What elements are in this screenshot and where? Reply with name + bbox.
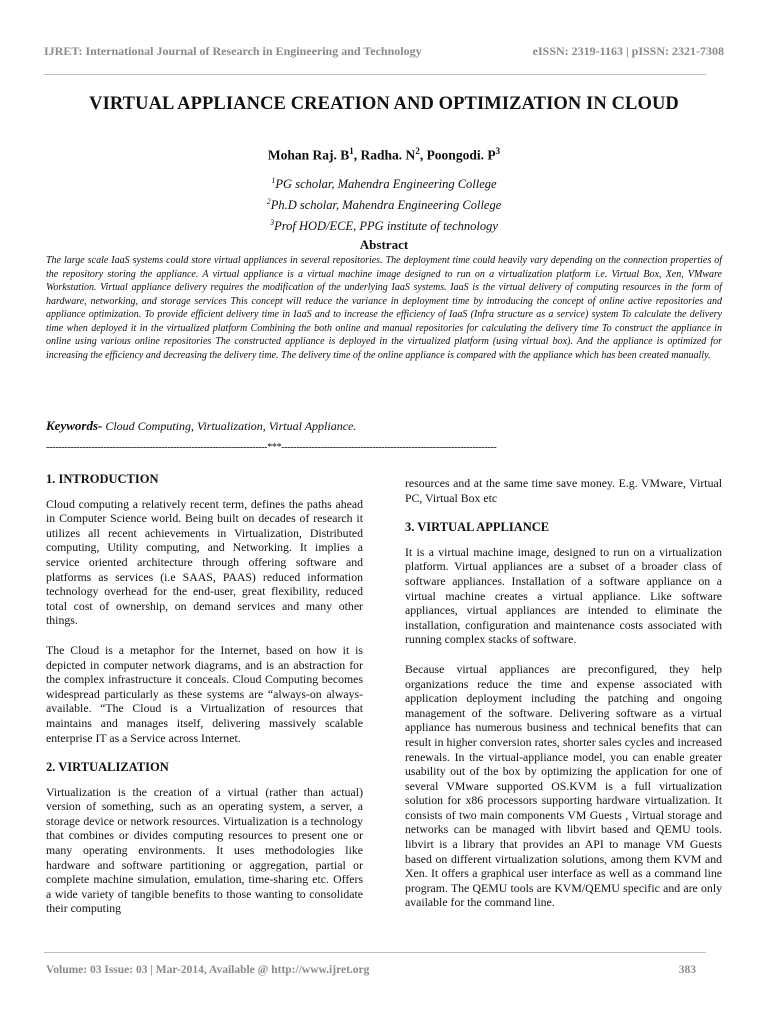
section-heading-introduction: 1. INTRODUCTION (46, 472, 159, 486)
keywords-label: Keywords- (46, 418, 103, 433)
affiliation-line (0, 193, 768, 214)
paragraph: It is a virtual machine image, designed to run on a virtualization platform. Virtual appliances are a subset of a broader class of software appliances. Installation of a software appliance on a virtual machine creates a virtual appliance. Like software appliances, virtual appliances are intended to eliminate the installation, configuration and maintenance costs associated with running complex stacks of software. (405, 544, 722, 647)
section-separator: -------------------------------------------------------------------------***----------------------------------------------------------------------- (46, 442, 497, 453)
author-name: Radha. N (360, 147, 416, 163)
affiliation-text: Prof HOD/ECE, PPG institute of technology (274, 219, 498, 234)
issn-info: eISSN: 2319-1163 | pISSN: 2321-7308 (532, 44, 724, 58)
author-name: Poongodi. P (426, 147, 496, 163)
paper-title: VIRTUAL APPLIANCE CREATION AND OPTIMIZATION IN CLOUD (89, 94, 679, 114)
abstract-text: The large scale IaaS systems could store virtual appliances in several repositories. The deployment time could heavily vary depending on the connection properties of the repository storing the appliance. A virtual appliance is a virtual machine image designed to run on a virtualization platform i.e. Virtual Box, Xen, VMware Workstation. Virtual appliance delivery requires the modification of the underlying IaaS systems. IaaS is the virtual delivery of computing resources in the form of hardware, networking, and storage services This concept will reduce the variance in deployment time by introducing the concept of online active repositories and appliance optimization. To provide efficient delivery time in IaaS and to increase the efficiency of IaaS (Infra structure as a service) system To calculate the delivery time when deployed it in the virtualized platform Combining the both online and manual repositories for calculating the delivery time To construct the appliance in online using various online repositories The constructed appliance is deployed in the virtualized platform (using virtual box). And the appliance is optimized for increasing the efficiency and decreasing the delivery time. The delivery time of the online appliance is compared with the appliance which has been created manually. (46, 255, 722, 361)
author-separator: , (419, 147, 427, 163)
affiliation-line (0, 214, 768, 235)
author-sup: 3 (495, 146, 501, 156)
keywords (46, 418, 722, 434)
paragraph: Because virtual appliances are preconfigured, they help organizations reduce the time and expense associated with application deployment including the patching and ongoing management of the software. Delivering software as a virtual appliance has numerous business and technical benefits that can result in higher conversion rates, shorter sales cycles and increased renewals. In the virtual-appliance model, you can enable greater usability out of the box by optimizing the application for one of several VMware supported OS.KVM is a full virtualization solution for x86 processors supporting hardware virtualization. It consists of two main components VM Guests , Virtual storage and networks can be managed with libvirt based and QEMU tools. libvirt is a library that provides an API to manage VM Guests based on different virtualization solutions, among them KVM and Xen. It offers a graphical user interface as well as a command line program. The QEMU tools are KVM/QEMU specific and are only available for the command line. (405, 661, 722, 910)
affiliation-text: PG scholar, Mahendra Engineering College (275, 177, 497, 192)
page-number: 383 (678, 964, 696, 976)
right-column (405, 476, 722, 925)
affiliation-line (0, 172, 768, 193)
abstract-heading: Abstract (359, 237, 409, 252)
volume-info: Volume: 03 Issue: 03 | Mar-2014, Available @ http://www.ijret.org (46, 964, 370, 976)
left-column (46, 472, 363, 931)
paragraph: The Cloud is a metaphor for the Internet, based on how it is depicted in computer network diagrams, and is an abstraction for the complex infrastructure it conceals. Cloud Computing becomes widespread particularly as these systems are “always-on always-available. “The Cloud is a Virtualization of resources that maintains and manages itself, delivering massively scalable enterprise IT as a Service across Internet. (46, 642, 363, 745)
author-name: Mohan Raj. B (267, 147, 350, 163)
section-heading-virtual-appliance: 3. VIRTUAL APPLIANCE (405, 520, 550, 535)
affiliation-sup: 2 (266, 197, 271, 207)
author-list (0, 146, 768, 164)
author-sup: 2 (415, 146, 420, 156)
author-sup: 1 (349, 146, 354, 156)
journal-name: IJRET: International Journal of Research in Engineering and Technology (44, 44, 422, 58)
paragraph: resources and at the same time save money. E.g. VMware, Virtual PC, Virtual Box etc (405, 476, 722, 505)
running-footer (46, 964, 708, 976)
running-header (44, 44, 724, 59)
affiliation-text: Ph.D scholar, Mahendra Engineering College (270, 198, 502, 213)
paragraph: Cloud computing a relatively recent term, defines the paths ahead in Computer Science world. Being built on decades of research it utilizes all recent achievements in Virtualization, Distributed computing, Utility computing, and Networking. It implies a service oriented architecture through offering software and platforms as services (i.e SAAS, PAAS) reduced information technology overhead for the end-user, great flexibility, reduced total cost of ownership, on demand services and many other things. (46, 496, 363, 628)
author-separator: , (353, 147, 361, 163)
keywords-text: Cloud Computing, Virtualization, Virtual Appliance. (102, 419, 357, 433)
section-heading-virtualization: 2. VIRTUALIZATION (46, 760, 169, 775)
affiliation-sup: 1 (271, 176, 276, 185)
affiliation-sup: 3 (270, 218, 275, 228)
affiliations (0, 172, 768, 235)
paragraph: Virtualization is the creation of a virtual (rather than actual) version of something, such as an operating system, a server, a storage device or network resources. Virtualization is a technology that combines or divides computing resources to present one or many operating environments. It uses methodologies like hardware and software partitioning or aggregation, partial or complete machine simulation, emulation, time-sharing etc. Offers a wide variety of tangible benefits to those wanting to consolidate their computing (46, 784, 363, 916)
footer-rule (44, 952, 706, 953)
header-rule (44, 74, 706, 75)
